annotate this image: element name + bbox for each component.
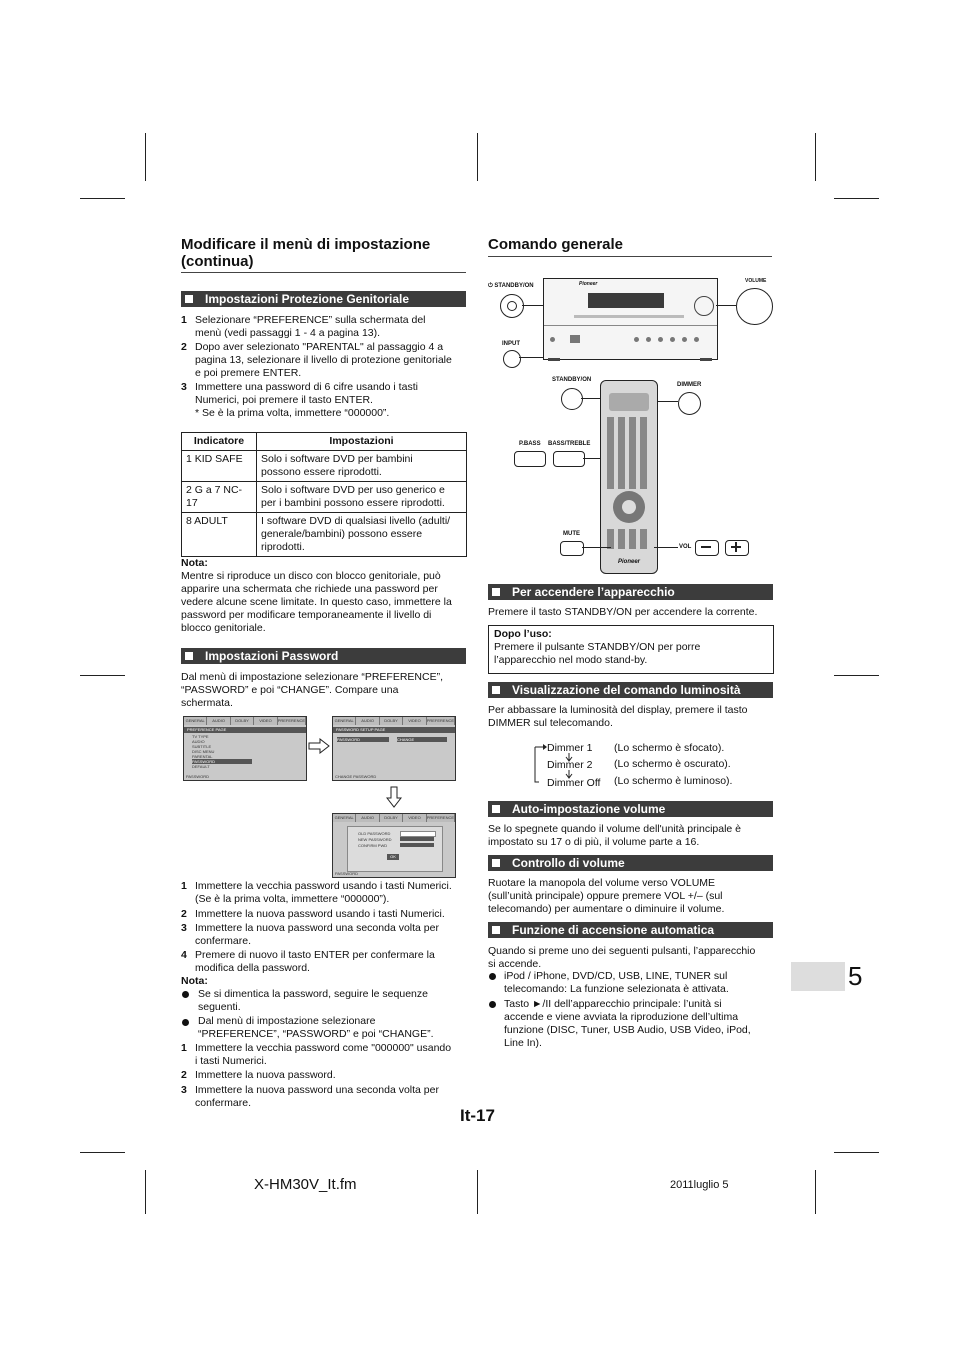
table-cell: 8 ADULT <box>182 513 257 557</box>
power-icon <box>507 301 517 311</box>
label-remote-standby: STANDBY/ON <box>552 377 592 383</box>
table-header: Indicatore <box>182 433 257 451</box>
crop-mark <box>80 1152 125 1153</box>
table-row <box>182 451 467 482</box>
intro-text: Dal menù di impostazione selezionare “PREFERENCE”, “PASSWORD” e poi “CHANGE”. Compare una schermata. <box>181 671 444 709</box>
nota-text: Mentre si riproduce un disco con blocco genitoriale, può apparire una schermata che richiede una password per vedere alcune scene limitate. In questo caso, immettere la password per modificare temporaneamente il livello di blocco genitoriale. <box>181 570 452 634</box>
crop-mark <box>815 133 816 181</box>
step-number: 2 <box>181 908 187 920</box>
input-button[interactable] <box>503 350 521 368</box>
crop-mark <box>834 675 879 676</box>
vol-plus-button[interactable] <box>725 540 749 556</box>
step-text: Immettere una password di 6 cifre usando i tasti Numerici, poi premere il tasto ENTER. * Se è la prima volta, immettere “000000”. <box>195 381 418 419</box>
screen-password-setup: GENERAL AUDIO DOLBY VIDEO PREFERENCE PASSWORD SETUP PAGE PASSWORD CHANGE CHANGE PASSWORD <box>332 716 456 781</box>
vol-minus-button[interactable] <box>695 540 719 556</box>
label-vol: VOL <box>679 544 692 550</box>
dimmer-step: Dimmer 1 <box>547 742 593 754</box>
body-text: Quando si preme uno dei seguenti pulsanti, l’apparecchio si accende. <box>488 945 756 970</box>
bullet <box>489 973 496 980</box>
dimmer-desc: (Lo schermo è sfocato). <box>614 742 725 754</box>
step-text: Premere di nuovo il tasto ENTER per confermare la modifica della password. <box>195 949 435 974</box>
section-heading: Impostazioni Protezione Genitoriale <box>181 291 466 307</box>
step-text: Immettere la vecchia password usando i tasti Numerici. (Se è la prima volta, immettere “000000”). <box>195 880 452 905</box>
parental-table <box>181 432 467 557</box>
password-dialog: OLD PASSWORD NEW PASSWORD CONFIRM PWD OK <box>347 826 443 872</box>
step-number: 1 <box>181 314 187 326</box>
ok-button[interactable]: OK <box>387 854 399 860</box>
bullet-text: Dal menù di impostazione selezionare “PREFERENCE”, “PASSWORD” e poi “CHANGE”. <box>198 1015 434 1040</box>
step-text: Immettere la nuova password una seconda volta per confermare. <box>195 922 439 947</box>
screen-preference: GENERAL AUDIO DOLBY VIDEO PREFERENCE PREFERENCE PAGE TV TYPE AUDIO SUBTITLE DISC MENU PARENTAL PASSWORD DEFAULT PASSWORD <box>183 716 307 781</box>
section-heading: Per accendere l’apparecchio <box>488 584 773 600</box>
nota-label: Nota: <box>181 975 208 987</box>
dimmer-desc: (Lo schermo è luminoso). <box>614 775 733 787</box>
section-title: Comando generale <box>488 236 624 253</box>
crop-mark <box>815 1170 816 1214</box>
table-cell: 1 KID SAFE <box>182 451 257 482</box>
label-mute: MUTE <box>563 531 580 537</box>
unit-display <box>588 293 664 308</box>
label-pbass: P.BASS <box>519 441 541 447</box>
step-number: 4 <box>181 949 187 961</box>
step-number: 2 <box>181 341 187 353</box>
remote-standby-button[interactable] <box>561 388 583 410</box>
dopo-uso-box: Dopo l’uso: Premere il pulsante STANDBY/ON per porre l’apparecchio nel modo stand-by. <box>488 625 774 674</box>
section-heading: Controllo di volume <box>488 855 773 871</box>
bullet-text: Tasto ►/II dell’apparecchio principale: l’unità si accende e viene avviata la riproduzione dell’ultima funzione (DISC, Tuner, USB Audio, USB Video, iPod, Line In). <box>504 998 751 1049</box>
crop-mark <box>834 1152 879 1153</box>
label-standby: ⏻ STANDBY/ON <box>488 283 534 289</box>
step-text: Immettere la nuova password usando i tasti Numerici. <box>195 908 445 920</box>
volume-knob[interactable] <box>736 288 773 325</box>
step-number: 1 <box>181 1042 187 1054</box>
table-cell: I software DVD di qualsiasi livello (adulti/ generale/bambini) possono essere riprodotti. <box>257 513 467 557</box>
footer-date: 2011luglio 5 <box>670 1179 729 1191</box>
step-text: Selezionare “PREFERENCE” sulla schermata del menù (vedi passaggi 1 - 4 a pagina 13). <box>195 314 426 339</box>
table-header: Impostazioni <box>257 433 467 451</box>
step-number: 1 <box>181 880 187 892</box>
step-text: Dopo aver selezionato "PARENTAL" al passaggio 4 a pagina 13, selezionare il livello di protezione genitoriale e poi premere ENTER. <box>195 341 452 379</box>
step-number: 3 <box>181 381 187 393</box>
crop-mark <box>477 133 478 181</box>
title-line: (continua) <box>181 253 254 270</box>
table-cell: 2 G a 7 NC- 17 <box>182 482 257 513</box>
bullet-text: Se si dimentica la password, seguire le sequenze seguenti. <box>198 988 428 1013</box>
mute-button[interactable] <box>560 541 584 556</box>
dimmer-step: Dimmer Off <box>547 777 601 789</box>
page-code: It-17 <box>460 1106 495 1125</box>
bass-treble-button[interactable] <box>553 451 585 467</box>
screen-menu: TV TYPE AUDIO SUBTITLE DISC MENU PARENTAL PASSWORD DEFAULT <box>192 734 252 769</box>
table-row <box>182 482 467 513</box>
page-tab-number: 5 <box>848 961 863 991</box>
footer-filename: X-HM30V_It.fm <box>254 1176 357 1193</box>
crop-mark <box>477 1170 478 1214</box>
table-cell: Solo i software DVD per uso generico e per i bambini possono essere riprodotti. <box>257 482 467 513</box>
remote-control: Pioneer <box>600 380 658 574</box>
nota-label: Nota: <box>181 557 208 569</box>
divider <box>181 272 466 273</box>
step-text: Immettere la vecchia password come "000000" usando i tasti Numerici. <box>195 1042 452 1067</box>
step-text: Immettere la nuova password una seconda volta per confermare. <box>195 1084 439 1109</box>
crop-mark <box>834 198 879 199</box>
arrow-down-icon <box>386 786 402 808</box>
crop-mark <box>80 198 125 199</box>
screen-change-password: GENERAL AUDIO DOLBY VIDEO PREFERENCE OLD PASSWORD NEW PASSWORD CONFIRM PWD OK PASSWORD <box>332 813 456 878</box>
dimmer-desc: (Lo schermo è oscurato). <box>614 758 731 770</box>
body-text: Premere il tasto STANDBY/ON per accendere la corrente. <box>488 606 758 618</box>
bullet-text: iPod / iPhone, DVD/CD, USB, LINE, TUNER sul telecomando: La funzione selezionata è attivata. <box>504 970 729 995</box>
step-text: Immettere la nuova password. <box>195 1069 336 1081</box>
minus-icon <box>701 546 711 548</box>
section-heading: Visualizzazione del comando luminosità <box>488 682 773 698</box>
bullet <box>182 991 189 998</box>
body-text: Se lo spegnete quando il volume dell'unità principale è impostato su 17 o di più, il volume parte a 16. <box>488 823 742 848</box>
label-input: INPUT <box>502 341 520 347</box>
step-number: 2 <box>181 1069 187 1081</box>
table-cell: Solo i software DVD per bambini possono essere riprodotti. <box>257 451 467 482</box>
title-line: Modificare il menù di impostazione <box>181 236 431 253</box>
bullet <box>182 1019 189 1026</box>
step-number: 3 <box>181 1084 187 1096</box>
arrow-right-icon <box>308 738 330 754</box>
label-volume: VOLUME <box>745 278 767 284</box>
pbass-button[interactable] <box>514 451 546 467</box>
dimmer-step: Dimmer 2 <box>547 759 593 771</box>
bullet <box>489 1001 496 1008</box>
page-tab-box <box>791 962 845 991</box>
label-bass-treble: BASS/TREBLE <box>548 441 591 447</box>
section-heading: Funzione di accensione automatica <box>488 922 773 938</box>
divider <box>488 256 772 257</box>
body-text: Per abbassare la luminosità del display, premere il tasto DIMMER sul telecomando. <box>488 704 748 729</box>
step-number: 3 <box>181 922 187 934</box>
section-title <box>181 236 430 270</box>
section-heading: Impostazioni Password <box>181 648 466 664</box>
table-row <box>182 513 467 557</box>
body-text: Ruotare la manopola del volume verso VOLUME (sull’unità principale) oppure premere VOL +/– (sul telecomando) per aumentare o diminuire il volume. <box>488 877 725 915</box>
crop-mark <box>145 133 146 181</box>
label-dimmer: DIMMER <box>677 382 702 388</box>
crop-mark <box>145 1170 146 1214</box>
main-unit: Pioneer <box>543 278 718 360</box>
dimmer-button[interactable] <box>678 392 701 415</box>
section-heading: Auto-impostazione volume <box>488 801 773 817</box>
crop-mark <box>80 675 125 676</box>
